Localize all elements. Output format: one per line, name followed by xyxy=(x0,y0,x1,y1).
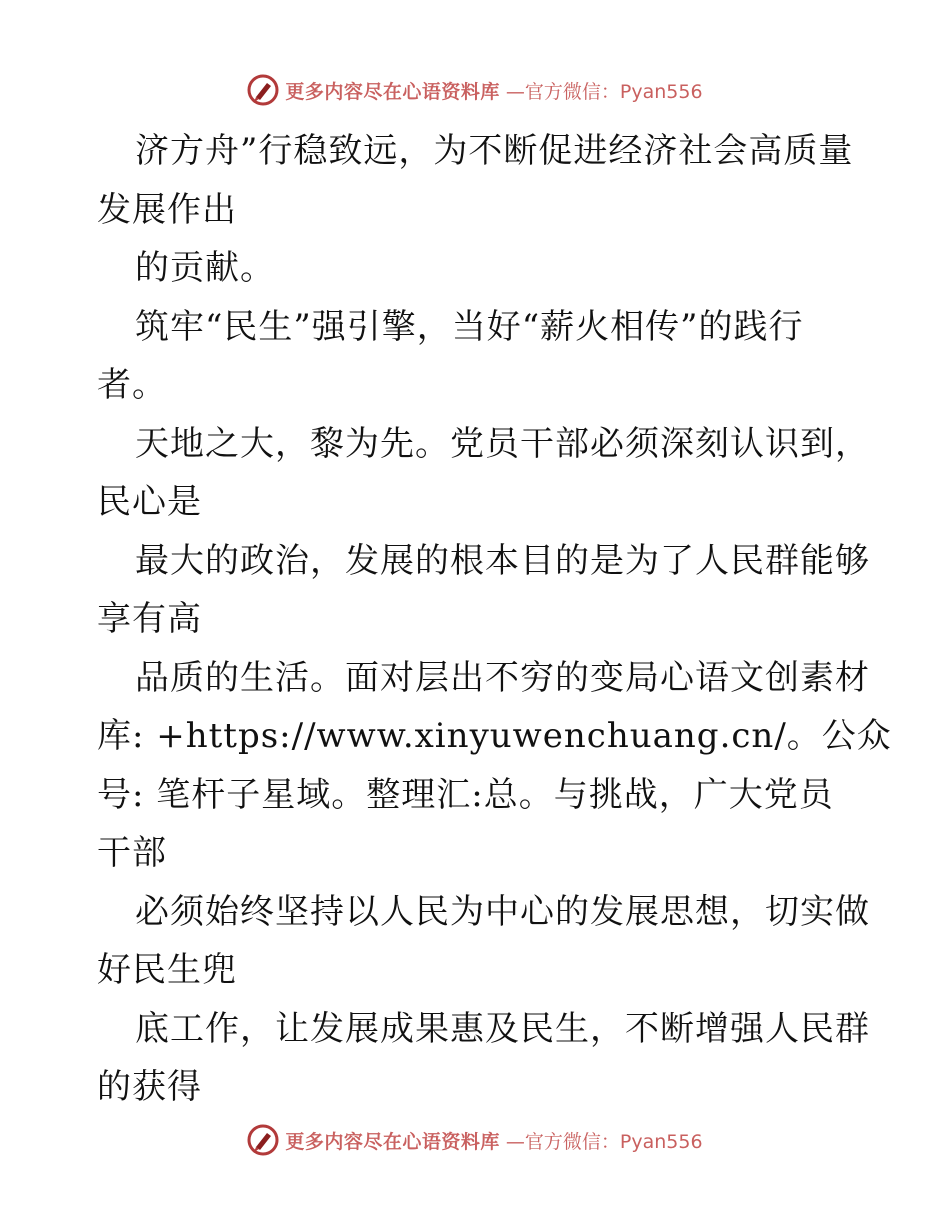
body-line: 民心是 xyxy=(97,482,202,522)
body-line: 天地之大，黎为先。党员干部必须深刻认识到， xyxy=(135,423,870,464)
body-line: 济方舟”行稳致远，为不断促进经济社会高质量 xyxy=(135,131,854,171)
body-line: 好民生兜 xyxy=(97,950,237,990)
pen-logo-icon xyxy=(247,1124,279,1156)
body-line: 最大的政治，发展的根本目的是为了人民群能够 xyxy=(135,540,870,581)
body-line: 享有高 xyxy=(97,599,202,639)
watermark-site-text: 更多内容尽在心语资料库 xyxy=(285,1130,500,1153)
watermark-contact-text: —官方微信：Pyan556 xyxy=(505,80,703,103)
watermark-site-text: 更多内容尽在心语资料库 xyxy=(285,80,500,103)
body-line: 的获得 xyxy=(97,1067,202,1107)
footer-watermark xyxy=(0,1122,950,1158)
body-line: 必须始终坚持以人民为中心的发展思想，切实做 xyxy=(135,891,870,932)
header-watermark xyxy=(0,72,950,108)
pen-logo-icon xyxy=(247,74,279,106)
body-line: 发展作出 xyxy=(97,189,237,230)
body-line: 号: 笔杆子星域。整理汇:总。与挑战，广大党员 xyxy=(97,774,834,815)
body-line: 者。 xyxy=(97,365,167,405)
body-line: 干部 xyxy=(97,833,167,873)
document-body xyxy=(97,122,892,1117)
body-line-url: 库: +https://www.xinyuwenchuang.cn/。公众 xyxy=(97,716,892,756)
body-line: 底工作，让发展成果惠及民生，不断增强人民群 xyxy=(135,1008,870,1049)
body-line: 的贡献。 xyxy=(135,248,275,288)
watermark-contact-text: —官方微信：Pyan556 xyxy=(505,1130,703,1153)
body-line: 筑牢“民生”强引擎，当好“薪火相传”的践行 xyxy=(135,306,804,347)
body-line: 品质的生活。面对层出不穷的变局心语文创素材 xyxy=(135,657,870,698)
